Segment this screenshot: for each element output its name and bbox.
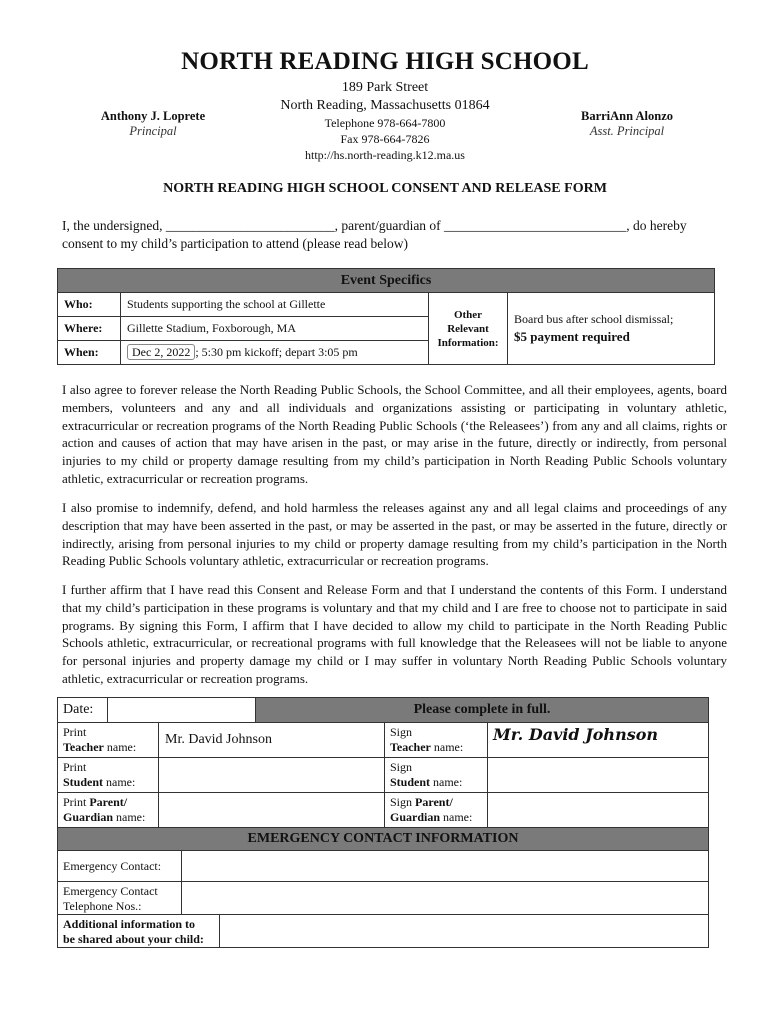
- additional-info-label: Additional information to be shared about your child:: [58, 915, 220, 948]
- print-parent-label: Print Parent/ Guardian name:: [58, 793, 159, 828]
- event-specifics-table: [57, 268, 715, 365]
- emergency-phone-label: Emergency Contact Telephone Nos.:: [58, 882, 182, 915]
- telephone: Telephone 978-664-7800: [324, 116, 446, 130]
- principal-name: Anthony J. Loprete: [100, 109, 206, 123]
- affirm-paragraph: I further affirm that I have read this Consent and Release Form and that I understand the contents of this Form. I understand that my child’s participation in these programs is voluntary and that my child and I are free to choose not to participate in said programs. By signing this Form, I affirm that I have decided to allow my child to participate in the North Reading Public Schools athletic, extracurricular, or recreational programs with full knowledge that the Releasees will not be liable to anyone for personal injuries and property damage my child or I may suffer in voluntary North Reading Public Schools voluntary athletic, extracurricular or recreation programs.: [62, 582, 727, 686]
- when-label: When:: [58, 341, 121, 365]
- sign-parent-label: Sign Parent/ Guardian name:: [385, 793, 488, 828]
- signature-section: [57, 697, 709, 828]
- date-field[interactable]: [108, 698, 256, 723]
- print-parent-field[interactable]: [159, 793, 385, 828]
- when-value: Dec 2, 2022 ; 5:30 pm kickoff; depart 3:05 pm: [121, 341, 429, 365]
- sign-teacher-label: Sign Teacher name:: [385, 723, 488, 758]
- asst-principal-title: Asst. Principal: [589, 124, 665, 138]
- date-label: Date:: [58, 698, 108, 723]
- who-label: Who:: [58, 293, 121, 317]
- event-date[interactable]: Dec 2, 2022: [127, 344, 195, 360]
- street-address: 189 Park Street: [341, 80, 429, 95]
- where-value: Gillette Stadium, Foxborough, MA: [121, 317, 429, 341]
- emergency-heading: EMERGENCY CONTACT INFORMATION: [58, 828, 708, 851]
- consent-intro: I, the undersigned, _________________________, parent/guardian of ___________________________, do hereby consent to my child’s participation to attend (please read below): [62, 218, 687, 251]
- sign-teacher-field[interactable]: Mr. David Johnson: [488, 723, 708, 758]
- asst-principal-block: [547, 109, 707, 139]
- print-student-field[interactable]: [159, 758, 385, 793]
- website-link[interactable]: http://hs.north-reading.k12.ma.us: [305, 148, 465, 162]
- where-label: Where:: [58, 317, 121, 341]
- school-name: NORTH READING HIGH SCHOOL: [181, 48, 589, 75]
- complete-note: Please complete in full.: [256, 698, 708, 723]
- form-title: NORTH READING HIGH SCHOOL CONSENT AND RELEASE FORM: [163, 181, 607, 196]
- sign-student-field[interactable]: [488, 758, 708, 793]
- city-address: North Reading, Massachusetts 01864: [280, 98, 490, 113]
- sign-student-label: Sign Student name:: [385, 758, 488, 793]
- principal-title: Principal: [129, 124, 177, 138]
- asst-principal-name: BarriAnn Alonzo: [580, 109, 674, 123]
- additional-info-field[interactable]: [220, 915, 708, 948]
- other-info-label: Other Relevant Information:: [429, 293, 508, 365]
- other-info-value: Board bus after school dismissal; $5 payment required: [508, 293, 715, 365]
- fax: Fax 978-664-7826: [340, 132, 430, 146]
- who-value: Students supporting the school at Gillette: [121, 293, 429, 317]
- sign-parent-field[interactable]: [488, 793, 708, 828]
- emergency-contact-label: Emergency Contact:: [58, 851, 182, 882]
- print-student-label: Print Student name:: [58, 758, 159, 793]
- emergency-contact-field[interactable]: [182, 851, 708, 882]
- event-specifics-heading: Event Specifics: [58, 269, 715, 293]
- print-teacher-label: Print Teacher name:: [58, 723, 159, 758]
- principal-block: [73, 109, 233, 139]
- release-paragraph: I also agree to forever release the North Reading Public Schools, the School Committee, and all their employees, agents, board members, volunteers and any and all individuals and organizations assisting or participating in voluntary athletic, extracurricular or recreation programs of the North Reading Public Schools (‘the Releasees’) from any and all claims, rights or action and causes of action that may have arisen in the past, or may arise in the future, directly or indirectly, from personal injuries to my child or property damage resulting from my child’s participation in North Reading Public Schools voluntary athletic, extracurricular or recreation programs.: [62, 382, 727, 486]
- emergency-phone-field[interactable]: [182, 882, 708, 915]
- indemnify-paragraph: I also promise to indemnify, defend, and hold harmless the releases against any and all legal claims and proceedings of any description that may have been asserted in the past, or may be asserted in the past, or may be asserted in the future, directly or indirectly, arising from personal injuries to my child or property damage resulting from my child’s participation in the North Reading Public Schools voluntary athletic, extracurricular or recreation programs.: [62, 500, 727, 569]
- emergency-section: [57, 827, 709, 948]
- print-teacher-field[interactable]: Mr. David Johnson: [159, 723, 385, 758]
